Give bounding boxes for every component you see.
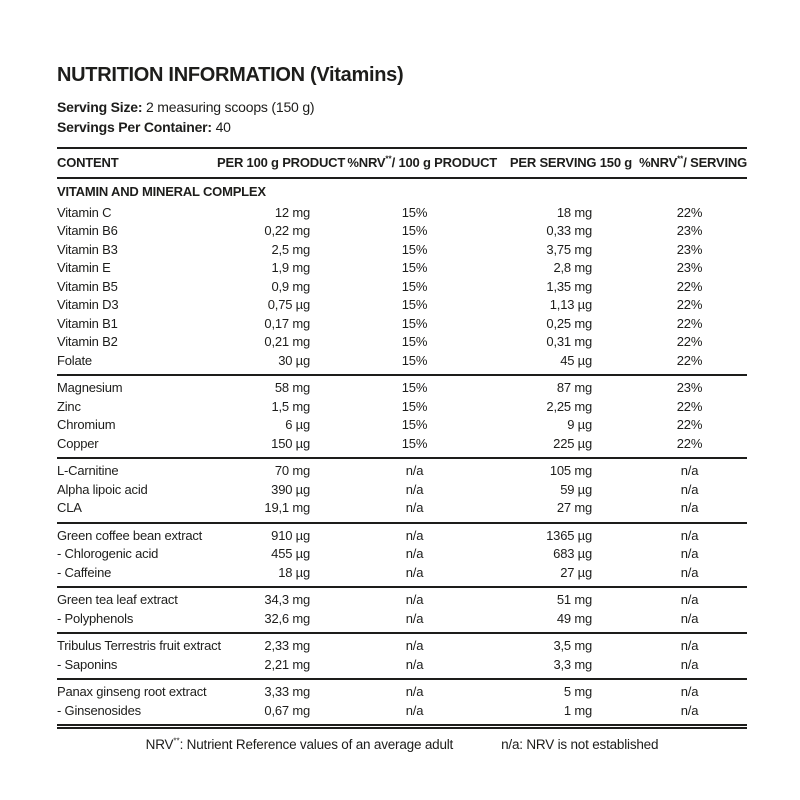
per-serving-value: 1,35 mg: [546, 278, 592, 294]
per-100g-value: 58 mg: [274, 380, 310, 395]
content-name: Vitamin B5: [57, 278, 118, 294]
per-100g-value: 32,6 mg: [264, 610, 310, 626]
content-name: Tribulus Terrestris fruit extract: [57, 638, 221, 653]
nrv-100g-value: n/a: [405, 546, 424, 561]
per-100g-value: 2,21 mg: [264, 656, 310, 672]
content-name: Panax ginseng root extract: [57, 684, 207, 699]
per-100g-value: 18 µg: [278, 564, 310, 580]
per-serving-value: 45 µg: [560, 352, 592, 368]
per-serving-value: 1365 µg: [546, 527, 592, 543]
per-100g-value: 19,1 mg: [264, 500, 310, 515]
content-name: - Chlorogenic acid: [57, 546, 159, 561]
footnote-nrv: NRV**: Nutrient Reference values of an average adult: [145, 736, 454, 752]
table-row: [57, 679, 747, 702]
nrv-serving-value: 22%: [676, 204, 703, 220]
content-name: Vitamin E: [57, 260, 111, 275]
nrv-100g-value: 15%: [401, 297, 428, 312]
serving-size-line: [57, 97, 745, 117]
footnote-na: n/a: NRV is not established: [501, 737, 659, 752]
per-serving-value: 0,33 mg: [546, 223, 592, 238]
table-row: [57, 656, 747, 680]
table-row: [57, 633, 747, 656]
nrv-serving-value: 22%: [676, 352, 703, 368]
per-serving-value: 1,13 µg: [549, 297, 592, 312]
nrv-serving-value: n/a: [680, 500, 699, 515]
nrv-serving-value: 23%: [676, 260, 703, 275]
per-serving-value: 3,75 mg: [546, 241, 592, 257]
page-title: NUTRITION INFORMATION (Vitamins): [57, 64, 404, 86]
nrv-100g-value: n/a: [405, 463, 424, 478]
content-name: Copper: [57, 435, 99, 451]
table-row: [57, 610, 747, 634]
per-100g-value: 2,5 mg: [271, 241, 310, 257]
servings-per-container-line: [57, 117, 745, 137]
per-serving-value: 3,5 mg: [553, 638, 592, 653]
row-group: [57, 633, 747, 679]
table-row: [57, 435, 747, 459]
table-row: [57, 352, 747, 376]
table-row: [57, 375, 747, 398]
column-header: PER 100 g PRODUCT: [217, 148, 332, 178]
content-name: L-Carnitine: [57, 463, 119, 478]
nrv-100g-value: 15%: [401, 380, 428, 395]
nrv-100g-value: 15%: [401, 435, 428, 451]
nrv-100g-value: 15%: [401, 315, 428, 331]
table-row: [57, 259, 747, 278]
table-row: [57, 564, 747, 588]
nrv-serving-value: n/a: [680, 638, 699, 653]
content-name: Vitamin B3: [57, 241, 118, 257]
nrv-100g-value: n/a: [405, 684, 424, 699]
table-row: [57, 545, 747, 564]
nrv-100g-value: n/a: [405, 564, 424, 580]
per-100g-value: 390 µg: [271, 481, 310, 497]
per-100g-value: 12 mg: [274, 204, 310, 220]
table-row: [57, 333, 747, 352]
nrv-100g-value: n/a: [405, 592, 424, 607]
per-serving-value: 59 µg: [560, 481, 592, 497]
per-serving-value: 49 mg: [556, 610, 592, 626]
content-name: Green coffee bean extract: [57, 527, 203, 543]
nrv-100g-value: n/a: [405, 702, 424, 718]
table-row: [57, 222, 747, 241]
content-name: Zinc: [57, 398, 81, 414]
content-name: Magnesium: [57, 380, 123, 395]
table-header: [57, 148, 747, 178]
table-row: [57, 587, 747, 610]
nrv-serving-value: n/a: [680, 684, 699, 699]
table-row: [57, 458, 747, 481]
content-name: Vitamin C: [57, 204, 112, 220]
table-row: [57, 416, 747, 435]
nutrition-table: [57, 147, 747, 729]
nrv-serving-value: 23%: [676, 223, 703, 238]
nrv-serving-value: n/a: [680, 592, 699, 607]
content-name: Chromium: [57, 417, 116, 432]
nrv-serving-value: 22%: [676, 297, 703, 312]
nrv-100g-value: n/a: [405, 610, 424, 626]
serving-size-value: 2 measuring scoops (150 g): [146, 99, 315, 115]
section-title: VITAMIN AND MINERAL COMPLEX: [57, 184, 266, 199]
row-group: [57, 178, 747, 375]
nrv-100g-value: n/a: [405, 527, 424, 543]
per-100g-value: 0,67 mg: [264, 702, 310, 718]
nrv-serving-value: 22%: [676, 278, 703, 294]
content-name: Alpha lipoic acid: [57, 481, 148, 497]
content-name: - Polyphenols: [57, 610, 134, 626]
per-100g-value: 0,21 mg: [264, 334, 310, 349]
nrv-100g-value: 15%: [401, 352, 428, 368]
per-serving-value: 87 mg: [556, 380, 592, 395]
per-serving-value: 105 mg: [549, 463, 592, 478]
nrv-100g-value: n/a: [405, 481, 424, 497]
per-100g-value: 3,33 mg: [264, 684, 310, 699]
nrv-100g-value: 15%: [401, 204, 428, 220]
per-100g-value: 455 µg: [271, 546, 310, 561]
nrv-serving-value: 22%: [676, 315, 703, 331]
per-serving-value: 2,8 mg: [553, 260, 592, 275]
content-name: Green tea leaf extract: [57, 592, 178, 607]
nrv-100g-value: 15%: [401, 278, 428, 294]
per-serving-value: 27 mg: [556, 500, 592, 515]
per-100g-value: 0,75 µg: [267, 297, 310, 312]
per-serving-value: 2,25 mg: [546, 398, 592, 414]
content-name: Vitamin B1: [57, 315, 118, 331]
nrv-serving-value: 22%: [676, 334, 703, 349]
section-header-row: [57, 178, 747, 204]
column-header: %NRV**/ 100 g PRODUCT: [332, 148, 497, 178]
table-row: [57, 296, 747, 315]
column-header: CONTENT: [57, 148, 217, 178]
nrv-serving-value: n/a: [680, 481, 699, 497]
table-row: [57, 315, 747, 334]
per-100g-value: 34,3 mg: [264, 592, 310, 607]
servings-per-container-label: Servings Per Container:: [57, 119, 212, 135]
per-100g-value: 70 mg: [274, 463, 310, 478]
per-serving-value: 0,25 mg: [546, 315, 592, 331]
per-100g-value: 1,5 mg: [271, 398, 310, 414]
nrv-100g-value: 15%: [401, 417, 428, 432]
content-name: Vitamin B2: [57, 334, 118, 349]
nrv-serving-value: n/a: [680, 527, 699, 543]
per-serving-value: 683 µg: [553, 546, 592, 561]
per-serving-value: 18 mg: [556, 204, 592, 220]
per-100g-value: 910 µg: [271, 527, 310, 543]
nrv-100g-value: n/a: [405, 656, 424, 672]
per-serving-value: 5 mg: [563, 684, 592, 699]
column-header: %NRV**/ SERVING: [632, 148, 747, 178]
nrv-serving-value: n/a: [680, 610, 699, 626]
row-group: [57, 375, 747, 458]
nrv-serving-value: n/a: [680, 463, 699, 478]
per-100g-value: 0,9 mg: [271, 278, 310, 294]
serving-size-label: Serving Size:: [57, 99, 143, 115]
table-footnotes: [57, 737, 747, 752]
nrv-serving-value: n/a: [680, 564, 699, 580]
nrv-100g-value: 15%: [401, 398, 428, 414]
column-header-row: [57, 148, 747, 178]
content-name: Vitamin B6: [57, 223, 118, 238]
content-name: Folate: [57, 352, 92, 368]
row-group: [57, 523, 747, 588]
per-serving-value: 0,31 mg: [546, 334, 592, 349]
per-serving-value: 51 mg: [556, 592, 592, 607]
per-serving-value: 1 mg: [563, 702, 592, 718]
per-serving-value: 27 µg: [560, 564, 592, 580]
table-row: [57, 398, 747, 417]
per-serving-value: 3,3 mg: [553, 656, 592, 672]
table-row: [57, 523, 747, 546]
row-group: [57, 679, 747, 727]
nrv-100g-value: n/a: [405, 638, 424, 653]
per-100g-value: 0,17 mg: [264, 315, 310, 331]
row-group: [57, 458, 747, 523]
nrv-100g-value: 15%: [401, 260, 428, 275]
table-row: [57, 204, 747, 223]
per-serving-value: 9 µg: [567, 417, 592, 432]
content-name: - Saponins: [57, 656, 118, 672]
nrv-serving-value: 22%: [676, 398, 703, 414]
row-group: [57, 587, 747, 633]
table-row: [57, 278, 747, 297]
table-row: [57, 702, 747, 727]
nrv-serving-value: n/a: [680, 656, 699, 672]
table-row: [57, 241, 747, 260]
per-100g-value: 0,22 mg: [264, 223, 310, 238]
content-name: - Ginsenosides: [57, 702, 141, 718]
nrv-serving-value: n/a: [680, 546, 699, 561]
table-row: [57, 481, 747, 500]
servings-per-container-value: 40: [215, 119, 231, 135]
nrv-serving-value: 23%: [676, 380, 703, 395]
nrv-serving-value: 22%: [676, 435, 703, 451]
per-serving-value: 225 µg: [553, 435, 592, 451]
per-100g-value: 1,9 mg: [271, 260, 310, 275]
nrv-100g-value: 15%: [401, 334, 428, 349]
column-header: PER SERVING 150 g: [497, 148, 632, 178]
table-row: [57, 499, 747, 523]
nrv-serving-value: n/a: [680, 702, 699, 718]
nrv-serving-value: 23%: [676, 241, 703, 257]
content-name: CLA: [57, 500, 82, 515]
nrv-serving-value: 22%: [676, 417, 703, 432]
per-100g-value: 150 µg: [271, 435, 310, 451]
per-100g-value: 6 µg: [285, 417, 310, 432]
nrv-100g-value: n/a: [405, 500, 424, 515]
nrv-100g-value: 15%: [401, 223, 428, 238]
content-name: - Caffeine: [57, 564, 112, 580]
nrv-100g-value: 15%: [401, 241, 428, 257]
per-100g-value: 30 µg: [278, 352, 310, 368]
content-name: Vitamin D3: [57, 297, 119, 312]
per-100g-value: 2,33 mg: [264, 638, 310, 653]
